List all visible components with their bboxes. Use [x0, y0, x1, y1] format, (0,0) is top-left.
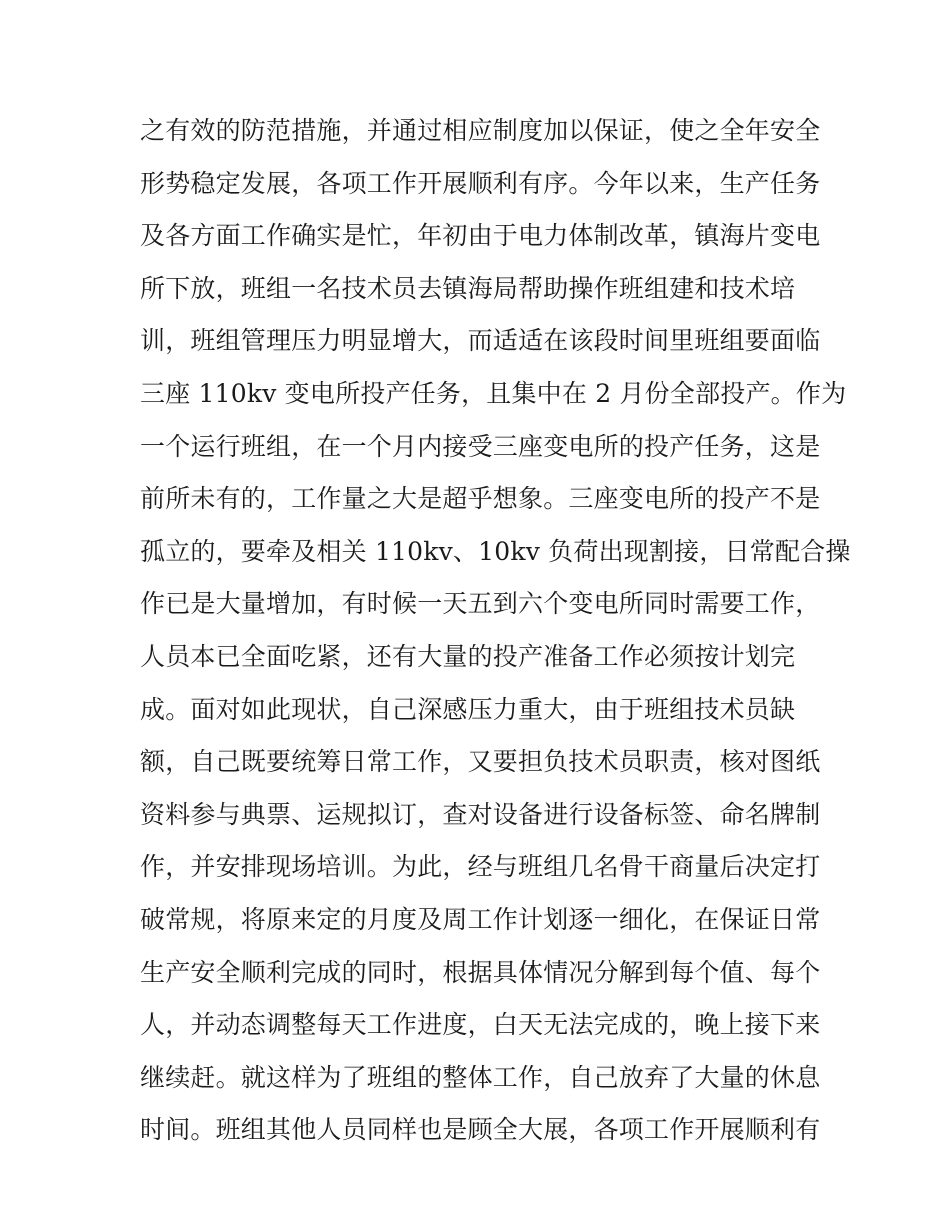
- text-line: 之有效的防范措施，并通过相应制度加以保证，使之全年安全: [140, 116, 821, 145]
- text-line: 前所未有的，工作量之大是超乎想象。三座变电所的投产不是: [140, 484, 821, 514]
- text-line: 破常规，将原来定的月度及周工作计划逐一细化，在保证日常: [140, 904, 821, 934]
- body-paragraph: [140, 105, 851, 1157]
- text-line: 继续赶。就这样为了班组的整体工作，自己放弃了大量的休息: [140, 1062, 821, 1092]
- text-line: 三座 110kv 变电所投产任务，且集中在 2 月份全部投产。作为: [140, 378, 847, 408]
- text-line: 额，自己既要统筹日常工作，又要担负技术员职责，核对图纸: [140, 747, 821, 777]
- text-line: 时间。班组其他人员同样也是顾全大展，各项工作开展顺利有: [140, 1115, 821, 1145]
- text-line: 人员本已全面吃紧，还有大量的投产准备工作必须按计划完: [140, 641, 796, 671]
- text-line: 生产安全顺利完成的同时，根据具体情况分解到每个值、每个: [140, 957, 821, 987]
- text-line: 孤立的，要牵及相关 110kv、10kv 负荷出现割接，日常配合操: [140, 536, 851, 566]
- text-line: 成。面对如此现状，自己深感压力重大，由于班组技术员缺: [140, 694, 796, 724]
- text-line: 形势稳定发展，各项工作开展顺利有序。今年以来，生产任务: [140, 168, 821, 198]
- text-line: 及各方面工作确实是忙，年初由于电力体制改革，镇海片变电: [140, 221, 821, 251]
- text-line: 训，班组管理压力明显增大，而适适在该段时间里班组要面临: [140, 326, 821, 356]
- text-line: 作，并安排现场培训。为此，经与班组几名骨干商量后决定打: [140, 852, 821, 882]
- text-line: 所下放，班组一名技术员去镇海局帮助操作班组建和技术培: [140, 273, 796, 303]
- text-line: 资料参与典票、运规拟订，查对设备进行设备标签、命名牌制: [140, 799, 821, 829]
- text-line: 人，并动态调整每天工作进度，白天无法完成的，晚上接下来: [140, 1010, 821, 1040]
- text-line: 作已是大量增加，有时候一天五到六个变电所同时需要工作，: [140, 589, 821, 619]
- text-line: 一个运行班组，在一个月内接受三座变电所的投产任务，这是: [140, 431, 821, 461]
